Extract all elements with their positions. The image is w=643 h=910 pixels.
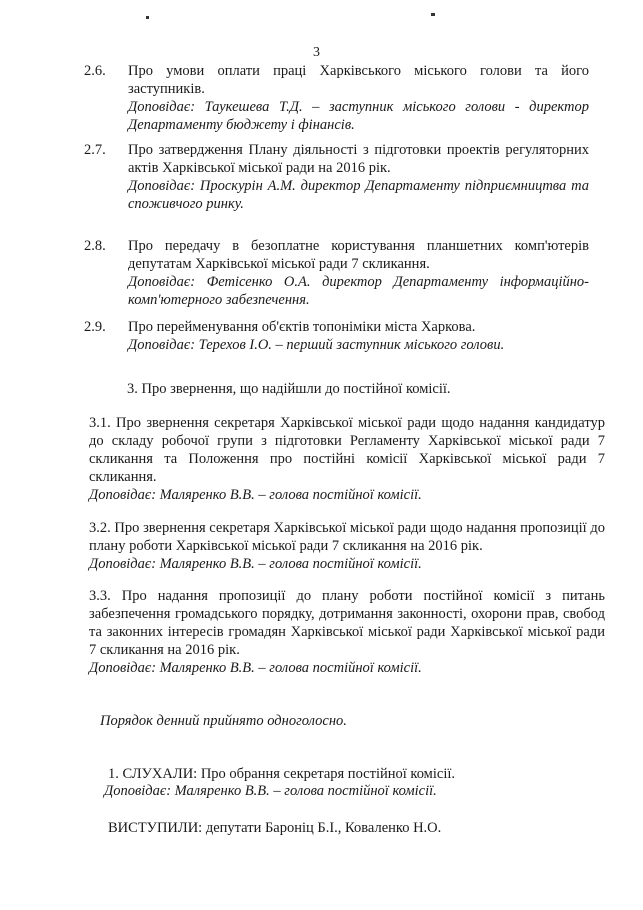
page-number: 3 — [313, 45, 320, 60]
agenda-item-speaker: Доповідає: Фетісенко О.А. директор Департаменту інформаційно-комп'ютерного забезпечення. — [128, 274, 589, 308]
approval-note: Порядок денний прийнято одноголосно. — [100, 713, 347, 729]
heard-line: 1. СЛУХАЛИ: Про обрання секретаря постійної комісії. — [108, 766, 456, 782]
agenda-item-number: 2.8. — [84, 238, 106, 254]
agenda-item-number: 2.9. — [84, 319, 106, 335]
agenda-item-title: Про передачу в безоплатне користування планшетних комп'ютерів депутатам Харківської міської ради 7 скликання. — [128, 238, 589, 272]
agenda-item — [84, 318, 589, 354]
agenda-item — [84, 141, 589, 213]
appeal-item — [89, 519, 605, 573]
appeal-item — [89, 414, 605, 504]
appeal-speaker: Доповідає: Маляренко В.В. – голова постійної комісії. — [89, 660, 422, 676]
agenda-item-title: Про затвердження Плану діяльності з підготовки проектів регуляторних актів Харківської міської ради на 2016 рік. — [128, 142, 589, 176]
agenda-item-number: 2.7. — [84, 142, 106, 158]
agenda-item-speaker: Доповідає: Проскурін А.М. директор Департаменту підприємництва та споживчого ринку. — [128, 178, 589, 212]
appeal-item — [89, 587, 605, 677]
section-heading: 3. Про звернення, що надійшли до постійної комісії. — [127, 381, 451, 397]
appeal-text: 3.3. Про надання пропозиції до плану роботи постійної комісії з питань забезпечення громадського порядку, дотримання законності, охорони прав, свобод та законних інтересів громадян Харківської міської ради Харківської міської ради 7 скликання на 2016 рік. — [89, 588, 605, 658]
agenda-item-speaker: Доповідає: Терехов І.О. – перший заступник міського голови. — [128, 337, 505, 353]
agenda-item-speaker: Доповідає: Таукешева Т.Д. – заступник міського голови - директор Департаменту бюджету і фінансів. — [128, 99, 589, 133]
agenda-item — [84, 62, 589, 134]
agenda-item-title: Про умови оплати праці Харківського міського голови та його заступників. — [128, 63, 589, 97]
agenda-item-title: Про перейменування об'єктів топоніміки міста Харкова. — [128, 319, 476, 335]
appeal-text: 3.2. Про звернення секретаря Харківської міської ради щодо надання пропозиції до плану роботи Харківської міської ради 7 скликання на 2016 рік. — [89, 520, 605, 554]
scan-speck — [146, 16, 149, 19]
heard-speaker: Доповідає: Маляренко В.В. – голова постійної комісії. — [104, 783, 437, 799]
appeal-speaker: Доповідає: Маляренко В.В. – голова постійної комісії. — [89, 556, 422, 572]
appeal-text: 3.1. Про звернення секретаря Харківської міської ради щодо надання кандидатур до складу робочої групи з підготовки Регламенту Харківської міської ради 7 скликання та Положення про постійні комісії Харківської міської ради 7 скликання. — [89, 415, 605, 485]
scan-speck — [431, 13, 435, 16]
agenda-item-number: 2.6. — [84, 63, 106, 79]
agenda-item — [84, 237, 589, 309]
spoke-line: ВИСТУПИЛИ: депутати Бароніц Б.І., Коваленко Н.О. — [108, 820, 442, 836]
appeal-speaker: Доповідає: Маляренко В.В. – голова постійної комісії. — [89, 487, 422, 503]
